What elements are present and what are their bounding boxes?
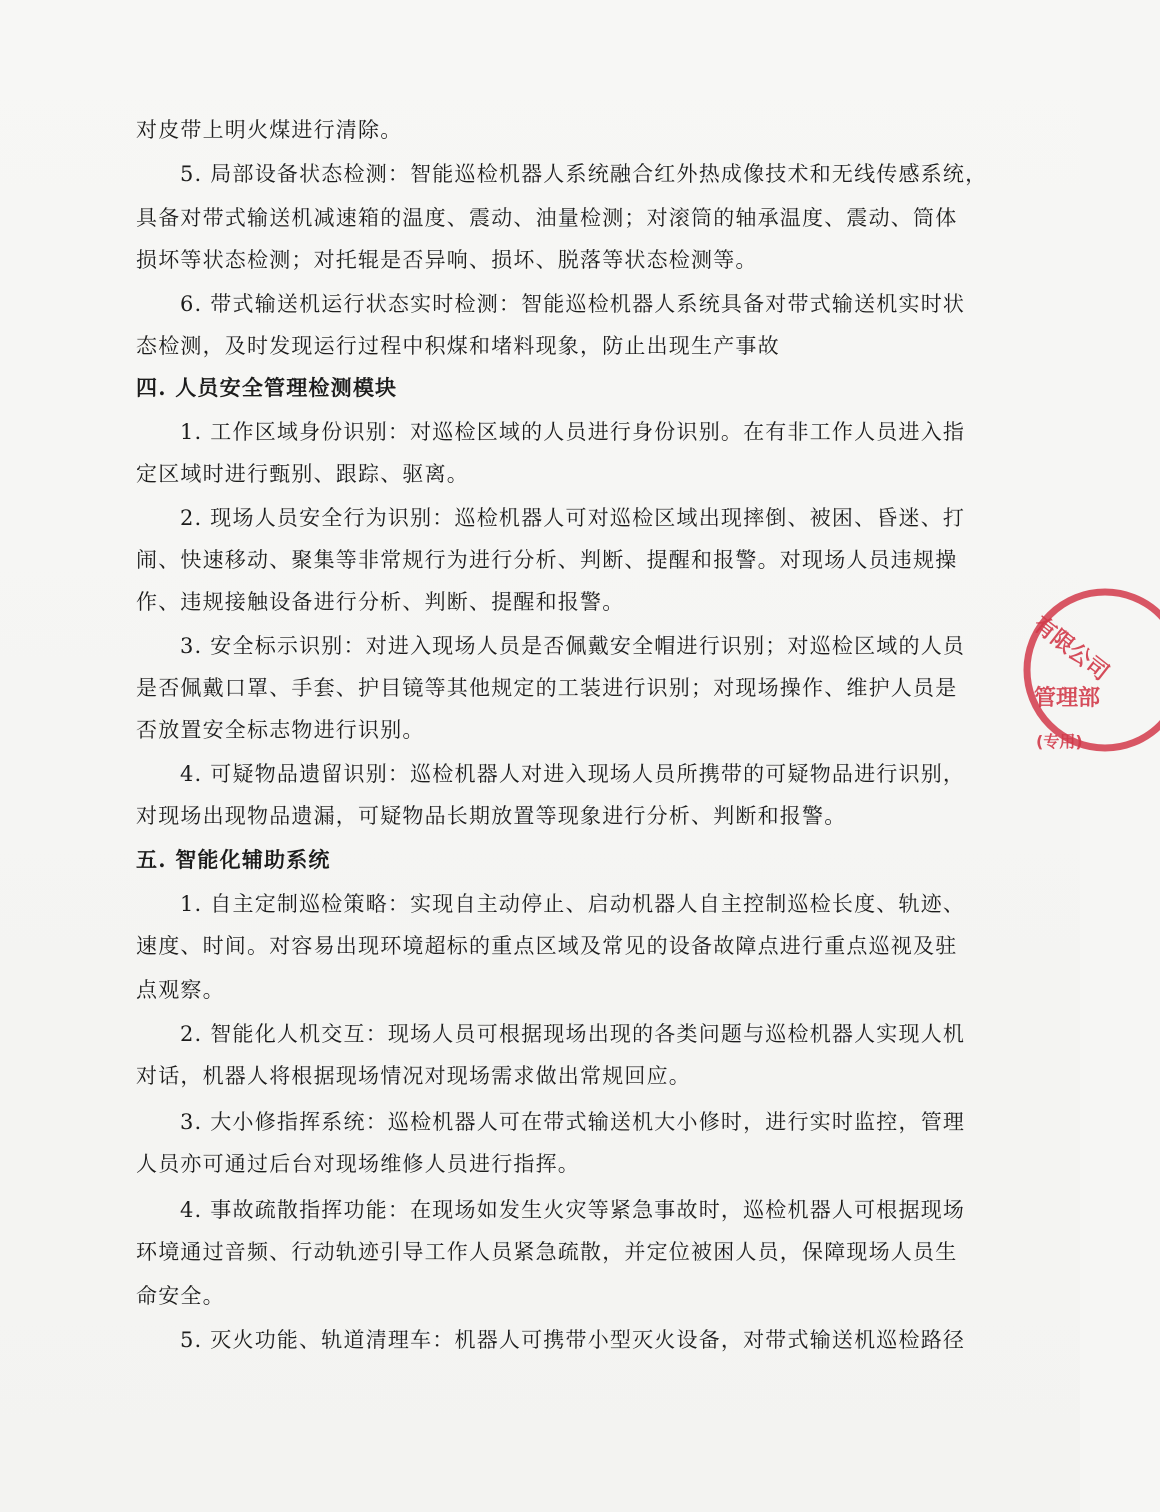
text-line: 对皮带上明火煤进行清除。 [136, 118, 403, 142]
text-line: 环境通过音频、行动轨迹引导工作人员紧急疏散，并定位被困人员，保障现场人员生 [136, 1240, 958, 1264]
text-line: 定区域时进行甄别、跟踪、驱离。 [136, 462, 469, 486]
company-seal [1010, 575, 1160, 765]
text-line: 3. 安全标示识别：对进入现场人员是否佩戴安全帽进行识别；对巡检区域的人员 [180, 634, 966, 658]
text-line: 6. 带式输送机运行状态实时检测：智能巡检机器人系统具备对带式输送机实时状 [180, 292, 966, 316]
text-line: 对话，机器人将根据现场情况对现场需求做出常规回应。 [136, 1064, 691, 1088]
text-line: 态检测，及时发现运行过程中积煤和堵料现象，防止出现生产事故 [136, 334, 780, 358]
text-line: 4. 可疑物品遗留识别：巡检机器人对进入现场人员所携带的可疑物品进行识别， [180, 762, 966, 786]
text-line: 2. 智能化人机交互：现场人员可根据现场出现的各类问题与巡检机器人实现人机 [180, 1022, 966, 1046]
text-line: 人员亦可通过后台对现场维修人员进行指挥。 [136, 1152, 580, 1176]
text-line: 闹、快速移动、聚集等非常规行为进行分析、判断、提醒和报警。对现场人员违规操 [136, 548, 958, 572]
text-line: 3. 大小修指挥系统：巡检机器人可在带式输送机大小修时，进行实时监控，管理 [180, 1110, 966, 1134]
text-line: 2. 现场人员安全行为识别：巡检机器人可对巡检区域出现摔倒、被困、昏迷、打 [180, 506, 966, 530]
text-line: 1. 自主定制巡检策略：实现自主动停止、启动机器人自主控制巡检长度、轨迹、 [180, 892, 966, 916]
text-line: 是否佩戴口罩、手套、护目镜等其他规定的工装进行识别；对现场操作、维护人员是 [136, 676, 958, 700]
text-line: 点观察。 [136, 978, 225, 1002]
section-heading: 四. 人员安全管理检测模块 [136, 375, 398, 400]
text-line: 作、违规接触设备进行分析、判断、提醒和报警。 [136, 590, 625, 614]
section-heading: 五. 智能化辅助系统 [136, 847, 331, 872]
text-line: 1. 工作区域身份识别：对巡检区域的人员进行身份识别。在有非工作人员进入指 [180, 420, 966, 444]
text-line: 5. 灭火功能、轨道清理车：机器人可携带小型灭火设备，对带式输送机巡检路径 [180, 1328, 966, 1352]
text-line: 速度、时间。对容易出现环境超标的重点区域及常见的设备故障点进行重点巡视及驻 [136, 934, 958, 958]
text-line: 命安全。 [136, 1284, 225, 1308]
seal-text-company: 有限公司 [1028, 612, 1114, 686]
text-line: 具备对带式输送机减速箱的温度、震动、油量检测；对滚筒的轴承温度、震动、筒体 [136, 206, 958, 230]
seal-text-department: 管理部 [1034, 686, 1101, 711]
text-line: 4. 事故疏散指挥功能：在现场如发生火灾等紧急事故时，巡检机器人可根据现场 [180, 1198, 966, 1222]
text-line: 损坏等状态检测；对托辊是否异响、损坏、脱落等状态检测等。 [136, 248, 758, 272]
text-line: 5. 局部设备状态检测：智能巡检机器人系统融合红外热成像技术和无线传感系统， [180, 162, 988, 186]
text-line: 对现场出现物品遗漏，可疑物品长期放置等现象进行分析、判断和报警。 [136, 804, 847, 828]
seal-text-special: (专用) [1036, 732, 1083, 751]
text-line: 否放置安全标志物进行识别。 [136, 718, 425, 742]
